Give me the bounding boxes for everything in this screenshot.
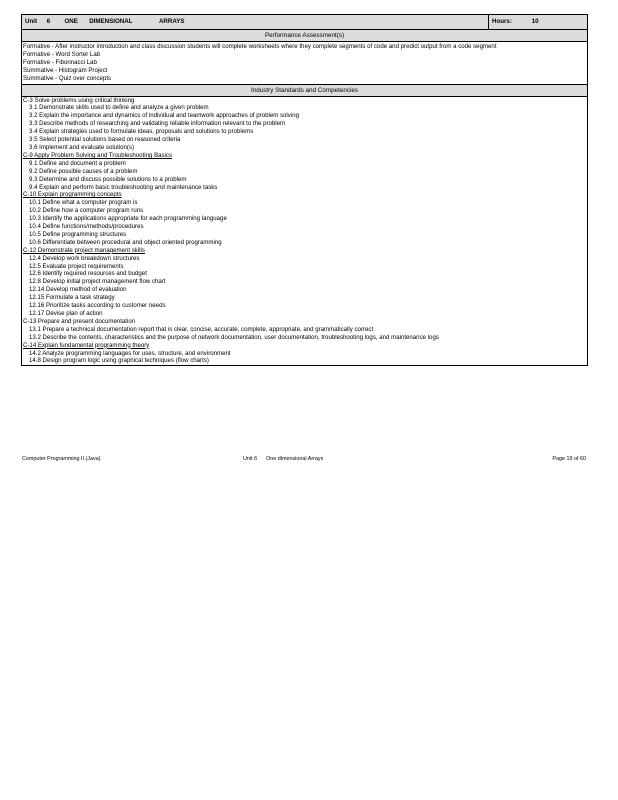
footer-unit-number: Unit 6 [243,456,258,462]
standard-heading [22,247,587,255]
unit-label: Unit [25,18,38,25]
assessment-item: Formative - Word Sorter Lab [23,50,101,58]
competency-item: 12.14 Develop method of evaluation [29,286,127,294]
competency-item: 10.2 Define how a computer program runs [29,207,144,215]
competency-item: 12.4 Develop work breakdown structures [29,254,140,262]
competency-item: 10.6 Differentiate between procedural and object oriented programming [29,238,222,246]
competency-item: 10.3 Identify the applications appropriate for each programming language [29,215,227,223]
competency-item: 14.8 Design program logic using graphical techniques (flow charts) [29,357,209,365]
unit-title-word-3: ARRAYS [158,18,185,25]
page-footer [21,455,588,463]
competency-item: 9.4 Explain and perform basic troubleshooting and maintenance tasks [29,183,218,191]
assessment-item: Summative - Quiz over concepts [23,74,112,82]
unit-title-cell [22,15,488,29]
assessment-item: Formative - After instructor introduction and class discussion students will complete worksheets where they complete segments of code and predict output from a code segment [23,43,497,50]
competency-item: 3.3 Describe methods of researching and validating reliable information relevant to the problem [29,120,286,128]
competency-item: 9.1 Define and document a problem [29,159,126,167]
competency-item: 10.5 Define programming structures [29,230,127,238]
competency-item: 12.6 Identify required resources and budget [29,270,147,278]
standard-code: C-13 Prepare and present documentation [23,317,136,325]
standard-code: C-10 Explain programming concepts [23,191,122,199]
competency-item: 13.2 Describe the contents, characteristics and the purpose of network documentation, user documentation, troubleshooting logs, and maintenance logs [29,333,439,341]
competency-item: 3.5 Select potential solutions based on reasoned criteria [29,136,181,144]
standard-heading [22,191,587,199]
unit-title-word-1: ONE [64,18,78,25]
competency-item: 10.1 Define what a computer program is [29,199,138,207]
standard-code: C-14 Explain fundamental programming theory [23,341,150,349]
bottom-rule [21,365,588,366]
competency-item: 12.15 Formulate a task strategy [29,294,115,302]
standards-list [21,97,588,366]
standard-code: C-12 Demonstrate project management skills [23,246,145,254]
unit-title-word-2: DIMENSIONAL [89,18,133,25]
standard-heading [22,342,587,350]
competency-item: 9.2 Define possible causes of a problem [29,167,138,175]
assessment-list [21,42,588,84]
footer-unit-title: One dimensional Arrays [266,456,324,462]
hours-value: 10 [531,18,539,25]
competency-item: 3.1 Demonstrate skills used to define and analyze a given problem [29,104,209,112]
assessment-item: Summative - Histogram Project [23,66,108,74]
competency-item: 9.3 Determine and discuss possible solutions to a problem [29,175,187,183]
hours-cell [488,15,587,29]
industry-standards-heading: Industry Standards and Competencies [21,84,588,97]
standard-code: C-9 Apply Problem Solving and Troubleshooting Basics [23,151,173,159]
unit-number: 6 [46,18,51,25]
performance-assessment-heading: Performance Assessment(s) [21,30,588,42]
competency-item: 12.8 Develop initial project management flow chart [29,278,166,286]
competency-item: 13.1 Prepare a technical documentation report that is clear, concise, accurate, complete, appropriate, and grammatically correct [29,325,374,333]
unit-header [21,14,588,30]
competency-item: 3.2 Explain the importance and dynamics of individual and teamwork approaches of problem solving [29,112,299,120]
competency-item: 3.6 Implement and evaluate solution(s) [29,143,135,151]
standard-code: C-3 Solve problems using critical thinking [23,96,135,104]
competency-item: 3.4 Explain strategies used to formulate ideas, proposals and solutions to problems [29,128,254,136]
standard-heading [22,152,587,160]
hours-label: Hours: [492,18,512,25]
competency-item: 12.16 Prioritize tasks according to customer needs [29,302,166,310]
standard-heading [22,97,587,105]
footer-course: Computer Programming II (Java) [22,456,101,462]
footer-unit [243,455,323,463]
curriculum-page [21,14,588,366]
competency-item: 14.2 Analyze programming languages for uses, structure, and environment [29,349,231,357]
standard-heading [22,318,587,326]
competency-item: 10.4 Define functions/methods/procedures [29,223,144,231]
competency-item: 12.5 Evaluate project requirements [29,262,124,270]
assessment-item: Formative - Fibonnacci Lab [23,58,97,66]
competency-item: 12.17 Devise plan of action [29,310,103,317]
footer-page-number: Page 19 of 60 [552,456,586,462]
